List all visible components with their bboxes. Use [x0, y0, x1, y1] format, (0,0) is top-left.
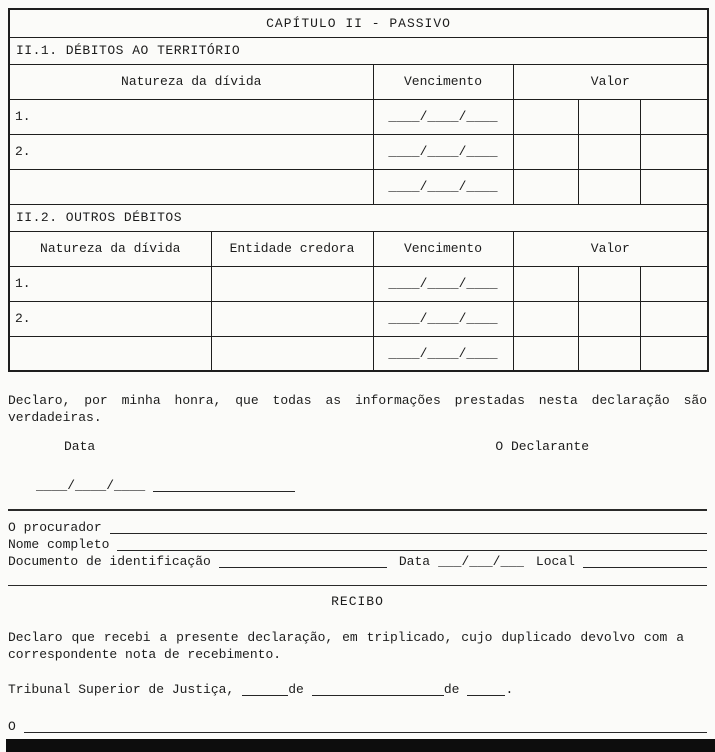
s1-row1-valor-field-2[interactable] — [578, 99, 640, 134]
de-label-2: de — [443, 682, 460, 697]
section-divider-light — [8, 585, 707, 586]
tribunal-day-field[interactable] — [242, 686, 288, 696]
s1-row1-vencimento-field[interactable]: ____/____/____ — [373, 99, 513, 134]
s1-row3-valor-field-2[interactable] — [578, 169, 640, 204]
s2-row2-valor-field-3[interactable] — [640, 301, 708, 336]
tribunal-month-field[interactable] — [312, 686, 444, 696]
honor-declaration-text: Declaro, por minha honra, que todas as informações prestadas nesta declaração são verdadeiras. — [8, 393, 707, 425]
s2-row-2 — [9, 301, 708, 336]
nome-completo-label: Nome completo — [8, 537, 110, 552]
s2-header-entidade: Entidade credora — [211, 231, 373, 266]
tribunal-year-field[interactable] — [467, 686, 505, 696]
s2-row1-valor-field-1[interactable] — [513, 266, 578, 301]
s2-row-1 — [9, 266, 708, 301]
s2-row3-entidade-field[interactable] — [211, 336, 373, 371]
s1-row2-valor-field-3[interactable] — [640, 134, 708, 169]
procurador-field[interactable] — [110, 524, 707, 534]
s1-row1-valor-field-3[interactable] — [640, 99, 708, 134]
scan-artifact-bar — [6, 739, 715, 752]
recibo-text: Declaro que recebi a presente declaração, em triplicado, cujo duplicado devolvo com a correspondente nota de recebimento. — [8, 630, 684, 662]
date-signature-row — [8, 477, 707, 494]
s2-row3-natureza-field[interactable] — [9, 336, 211, 371]
s2-row1-vencimento-field[interactable]: ____/____/____ — [373, 266, 513, 301]
s2-header-valor: Valor — [513, 231, 708, 266]
documento-label: Documento de identificação — [8, 554, 211, 569]
s2-row2-natureza-field[interactable]: 2. — [9, 301, 211, 336]
s2-row1-valor-field-3[interactable] — [640, 266, 708, 301]
s1-header-natureza: Natureza da dívida — [9, 64, 373, 99]
s1-row-2 — [9, 134, 708, 169]
s2-row2-entidade-field[interactable] — [211, 301, 373, 336]
chapter-title: CAPÍTULO II - PASSIVO — [9, 9, 708, 37]
date-declarante-labels — [8, 438, 707, 455]
s2-row3-vencimento-field[interactable]: ____/____/____ — [373, 336, 513, 371]
procurador-row — [8, 520, 707, 536]
documento-date-field[interactable]: ___/___/___ — [438, 554, 524, 569]
s2-row1-valor-field-2[interactable] — [578, 266, 640, 301]
s1-row2-valor-field-1[interactable] — [513, 134, 578, 169]
s1-row3-vencimento-field[interactable]: ____/____/____ — [373, 169, 513, 204]
tribunal-label: Tribunal Superior de Justiça, — [8, 682, 235, 697]
s2-header-vencimento: Vencimento — [373, 231, 513, 266]
declaration-date-field[interactable]: ____/____/____ — [36, 478, 146, 493]
s2-row3-valor-field-2[interactable] — [578, 336, 640, 371]
s2-row-3 — [9, 336, 708, 371]
section-divider-heavy — [8, 509, 707, 511]
de-label-1: de — [288, 682, 304, 697]
s2-row3-valor-field-1[interactable] — [513, 336, 578, 371]
s1-row2-natureza-field[interactable]: 2. — [9, 134, 373, 169]
nome-completo-row — [8, 537, 707, 553]
o-label: O — [8, 719, 16, 734]
recipient-row — [8, 718, 707, 735]
nome-completo-field[interactable] — [117, 541, 707, 551]
data-label: Data — [64, 439, 96, 454]
tribunal-row — [8, 681, 707, 698]
s1-row2-valor-field-2[interactable] — [578, 134, 640, 169]
procurador-label: O procurador — [8, 520, 102, 535]
documento-data-label: Data — [398, 554, 431, 569]
documento-row — [8, 554, 707, 570]
section2-title: II.2. OUTROS DÉBITOS — [9, 204, 708, 231]
s1-row2-vencimento-field[interactable]: ____/____/____ — [373, 134, 513, 169]
s1-row1-valor-field-1[interactable] — [513, 99, 578, 134]
s2-row3-valor-field-3[interactable] — [640, 336, 708, 371]
s2-row1-entidade-field[interactable] — [211, 266, 373, 301]
local-field[interactable] — [583, 558, 707, 568]
section1-title: II.1. DÉBITOS AO TERRITÓRIO — [9, 37, 708, 64]
s2-row2-valor-field-1[interactable] — [513, 301, 578, 336]
s1-row3-valor-field-1[interactable] — [513, 169, 578, 204]
procurador-block — [8, 520, 707, 570]
local-label: Local — [535, 554, 575, 569]
s1-row1-natureza-field[interactable]: 1. — [9, 99, 373, 134]
s1-row-3 — [9, 169, 708, 204]
s1-row-1 — [9, 99, 708, 134]
s1-row3-valor-field-3[interactable] — [640, 169, 708, 204]
passivo-table — [8, 8, 709, 372]
s1-header-valor: Valor — [513, 64, 708, 99]
tribunal-period: . — [505, 682, 514, 697]
recipient-signature-field[interactable] — [24, 723, 707, 733]
s2-row2-valor-field-2[interactable] — [578, 301, 640, 336]
documento-field[interactable] — [219, 558, 387, 568]
s2-row2-vencimento-field[interactable]: ____/____/____ — [373, 301, 513, 336]
declarante-label: O Declarante — [495, 439, 589, 454]
s1-header-vencimento: Vencimento — [373, 64, 513, 99]
s1-row3-natureza-field[interactable] — [9, 169, 373, 204]
s2-row1-natureza-field[interactable]: 1. — [9, 266, 211, 301]
s2-header-natureza: Natureza da dívida — [9, 231, 211, 266]
recibo-title: RECIBO — [331, 594, 384, 609]
declarante-signature-field[interactable] — [153, 482, 295, 492]
